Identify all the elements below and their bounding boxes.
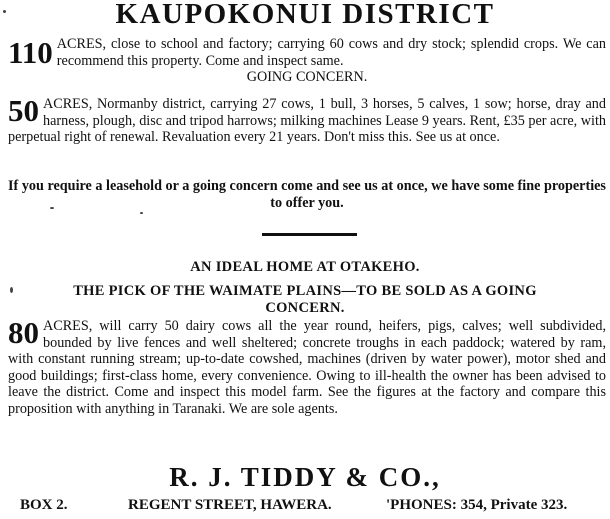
firm-name: R. J. TIDDY & CO., (169, 462, 441, 492)
print-speck (140, 212, 143, 214)
listing-80-acres (8, 315, 606, 417)
listing-110-acres (8, 36, 606, 86)
going-concern-label: GOING CONCERN. (246, 69, 368, 85)
otakeho-heading: AN IDEAL HOME AT OTAKEHO. (190, 259, 420, 275)
leasehold-note: If you require a leasehold or a going concern come and see us at once, we have some fine properties to offer you. (8, 178, 606, 211)
acres-number: 110 (8, 35, 53, 70)
waimate-heading: THE PICK OF THE WAIMATE PLAINS—TO BE SOLD AS A GOING CONCERN. (73, 283, 537, 316)
listing-50-acres (8, 93, 606, 146)
acres-number: 50 (8, 93, 39, 128)
divider-rule (262, 233, 357, 236)
footer (0, 497, 610, 517)
phone-numbers: 'PHONES: 354, Private 323. (386, 497, 568, 513)
print-speck (50, 207, 54, 209)
print-speck (3, 10, 6, 13)
listing-text: ACRES, Normanby district, carrying 27 cows, 1 bull, 3 horses, 5 calves, 1 sow; horse, dray and harness, plough, disc and tripod harrows; milking machines Lease 9 years. Rent, £35 per acre, with perpetual right of renewal. Revaluation every 21 years. Don't miss this. See us at once. (8, 96, 606, 145)
street-address: REGENT STREET, HAWERA. (128, 497, 332, 513)
district-title: KAUPOKONUI DISTRICT (115, 0, 495, 30)
box-number: BOX 2. (20, 497, 68, 513)
listing-text: ACRES, close to school and factory; carrying 60 cows and dry stock; splendid crops. We can recommend this property. Come and inspect same. (56, 36, 606, 69)
acres-number: 80 (8, 315, 39, 350)
listing-text: ACRES, will carry 50 dairy cows all the year round, heifers, pigs, calves; well subdivided, bounded by live fences and well sheltered; concrete troughs in each paddock; watered by ram, with constant running stream; up-to-date cowshed, machines (driven by water power), motor shed and good buildings; first-class home, every convenience. Owing to ill-health the owner has been advised to leave the district. Come and inspect this model farm. See the figures at the factory and compare this proposition with anything in Taranaki. We are sole agents. (8, 318, 606, 417)
print-speck (10, 287, 13, 293)
